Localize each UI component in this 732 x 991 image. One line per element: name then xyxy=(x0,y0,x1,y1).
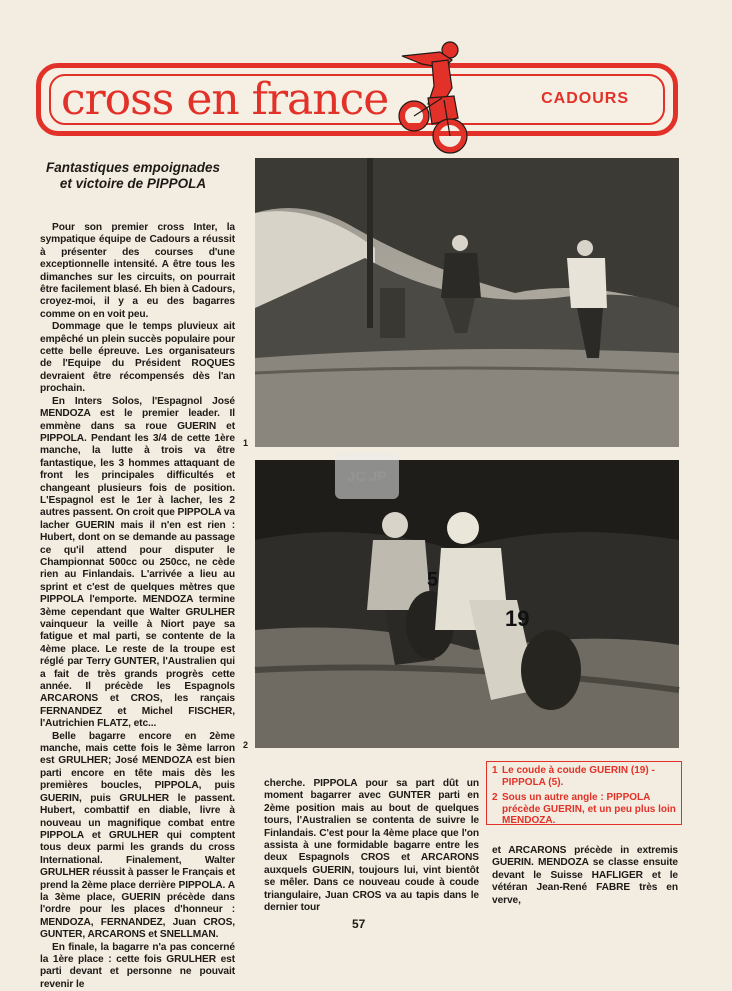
paragraph: Pour son premier cross Inter, la sympatique équipe de Cadours a réussit à présenter des courses d'une exceptionnelle intensité. A être tous les dimanches sur les circuits, on pourrait être facilement blasé. Eh bien à Cadours, croyez-moi, il y a eu des bagarres comme on en voit peu. xyxy=(40,222,235,320)
rider-number-5-label: 5 xyxy=(427,569,439,591)
caption-item-text: Le coude à coude GUERIN (19) - PIPPOLA (5). xyxy=(502,765,655,788)
photo-caption-box xyxy=(486,761,682,825)
caption-item-number: 2 xyxy=(492,792,498,803)
article-column-right: et ARCARONS précède in extremis GUERIN. MENDOZA se classe ensuite devant le Suisse HAFLIGER et le vétéran Jean-René FABRE très en verve, xyxy=(492,845,678,906)
photo-1-number: 1 xyxy=(243,438,249,448)
paragraph: En Inters Solos, l'Espagnol José MENDOZA est le premier leader. Il emmène dans sa roue GUERIN et PIPPOLA. Pendant les 3/4 de cette 1ère manche, la lutte à trois va être fantastique, les 3 hommes attaquant de front les principales difficultés et changeant plusieurs fois de position. L'Espagnol est le 1er à lacher, les 2 autres passent. On croit que PIPPOLA va lacher GUERIN mais il n'en est rien : Hubert, dont on se demande au passage ce qu'il attend pour disputer le Championnat 500cc ou 250cc, ne cède rien au Finlandais. L'arrivée a lieu au sprint et c'est de quelques mètres que PIPPOLA l'emporte. MENDOZA termine 3ème cependant que Walter GRULHER vainqueur la veille à Niort paye sa fatigue et mal parti, se contente de la 4ème place. Le reste de la troupe est réglé par Terry GUNTER, l'Australien qui a fait de très grands progrès cette année. Il précède les Espagnols ARCARONS et CROS, les rançais FERNANDEZ et Michel FISCHER, l'Autrichien FLATZ, etc... xyxy=(40,395,235,730)
page-number: 57 xyxy=(352,917,366,931)
rider-number-19-label: 19 xyxy=(505,606,530,631)
paragraph: En finale, la bagarre n'a pas concerné la 1ère place : cette fois GRULHER est parti devant et personne ne pouvait revenir le xyxy=(40,941,235,990)
motocross-rider-logo-icon xyxy=(392,38,472,158)
article-column-left xyxy=(40,222,235,991)
header-band xyxy=(36,63,678,136)
race-photo-2-image xyxy=(255,460,679,748)
paragraph: Dommage que le temps pluvieux ait empêché un plein succès populaire pour cette belle épreuve. Les organisateurs de l'Equipe du Président ROQUES devraient être récompensés dès l'an prochain. xyxy=(40,321,235,395)
race-photo-1 xyxy=(255,158,679,447)
photo-2-number: 2 xyxy=(243,740,249,750)
caption-item xyxy=(492,792,676,827)
paragraph: Belle bagarre encore en 2ème manche, mais cette fois le 3ème larron est GRULHER; José MENDOZA est bien parti encore en tête mais dès les premières boucles, PIPPOLA, puis GUERIN, puis GRULHER le passent. Hubert, combattif en diable, livre à nouveau un magnifique combat entre PIPPOLA et GRULHER qui comptent tous deux parmi les grands du cross International. Finalement, Walter GRULHER réussit à passer le Français et prend la 2ème place derrière PIPPOLA. A la 3ème place, GUERIN précède dans l'ordre pour les places d'honneur : MENDOZA, FERNANDEZ, Juan CROS, GUNTER, ARCARONS et SNELLMAN. xyxy=(40,730,235,941)
header-title: cross en france xyxy=(61,74,389,125)
race-photo-2 xyxy=(255,460,679,748)
caption-item-text: Sous un autre angle : PIPPOLA précède GUERIN, et un peu plus loin MENDOZA. xyxy=(502,792,676,826)
race-photo-1-image xyxy=(255,158,679,447)
header-section-label: CADOURS xyxy=(541,90,629,107)
watermark-stamp: JC JP xyxy=(335,453,399,499)
article-headline: Fantastiques empoignades et victoire de PIPPOLA xyxy=(45,160,221,191)
article-column-middle: cherche. PIPPOLA pour sa part dût un moment bagarrer avec GUNTER parti en 2ème position mais au bout de quelques tours, l'Australien se contenta de suivre le Finlandais. C'est pour la 4ème place que l'on assista à une formidable bagarre entre les deux Espagnols CROS et ARCARONS auxquels GUERIN, toujours lui, vint bientôt se mêler. Dans ce nouveau coude à coude triangulaire, Juan CROS va au tapis dans le dernier tour xyxy=(264,778,479,914)
caption-item-number: 1 xyxy=(492,765,498,776)
caption-item xyxy=(492,765,676,788)
